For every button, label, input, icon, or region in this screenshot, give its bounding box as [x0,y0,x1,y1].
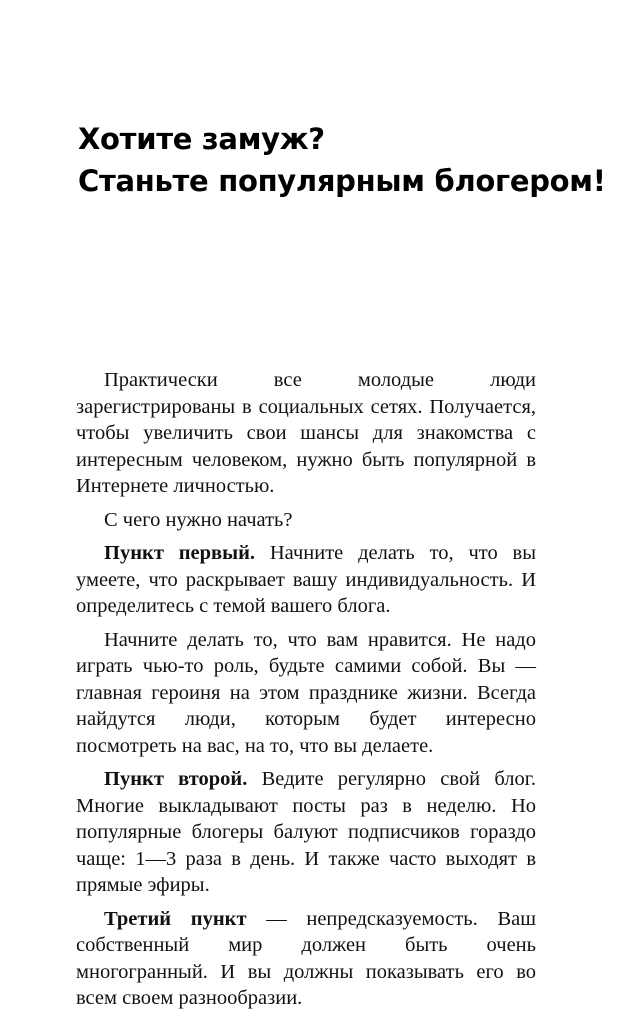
chapter-title-line-2: Станьте популярным блогером! [78,164,606,198]
point-one-text: Начните делать то, что вы умеете, что раскрывает вашу индивидуальность. И определитесь с темой вашего блога. [76,542,536,617]
paragraph-question: С чего нужно начать? [104,508,293,531]
point-two-text: Ведите регулярно свой блог. Многие выкладывают посты раз в неделю. Но популярные блогеры балуют подписчиков гораздо чаще: 1—3 раза в день. И также часто выходят в прямые эфиры. [76,768,536,896]
paragraph-point-three [76,906,536,1012]
point-one-heading: Пункт первый. [104,542,256,564]
paragraph-intro: Практически все молодые люди зарегистрированы в социальных сетях. Получается, чтобы увеличить свои шансы для знакомства с интересным человеком, нужно быть популярной в Интернете личностью. [76,369,536,497]
point-two-heading: Пункт второй. [104,768,248,790]
paragraph-point-two [76,766,536,899]
chapter-title-line-1: Хотите замуж? [78,122,325,156]
paragraph-point-one [76,540,536,620]
chapter-body [76,367,536,1019]
chapter-title [78,118,606,202]
paragraph-do-what-you-like: Начните делать то, что вам нравится. Не надо играть чью-то роль, будьте самими собой. Вы — главная героиня на этом празднике жизни. Всегда найдутся люди, которым будет интересно посмотреть на вас, на то, что вы делаете. [76,628,536,757]
point-three-text: — непредсказуемость. Ваш собственный мир должен быть очень многогранный. И вы должны показывать его во всем своем разнообразии. [76,907,536,1009]
point-three-heading: Третий пункт [104,907,247,930]
